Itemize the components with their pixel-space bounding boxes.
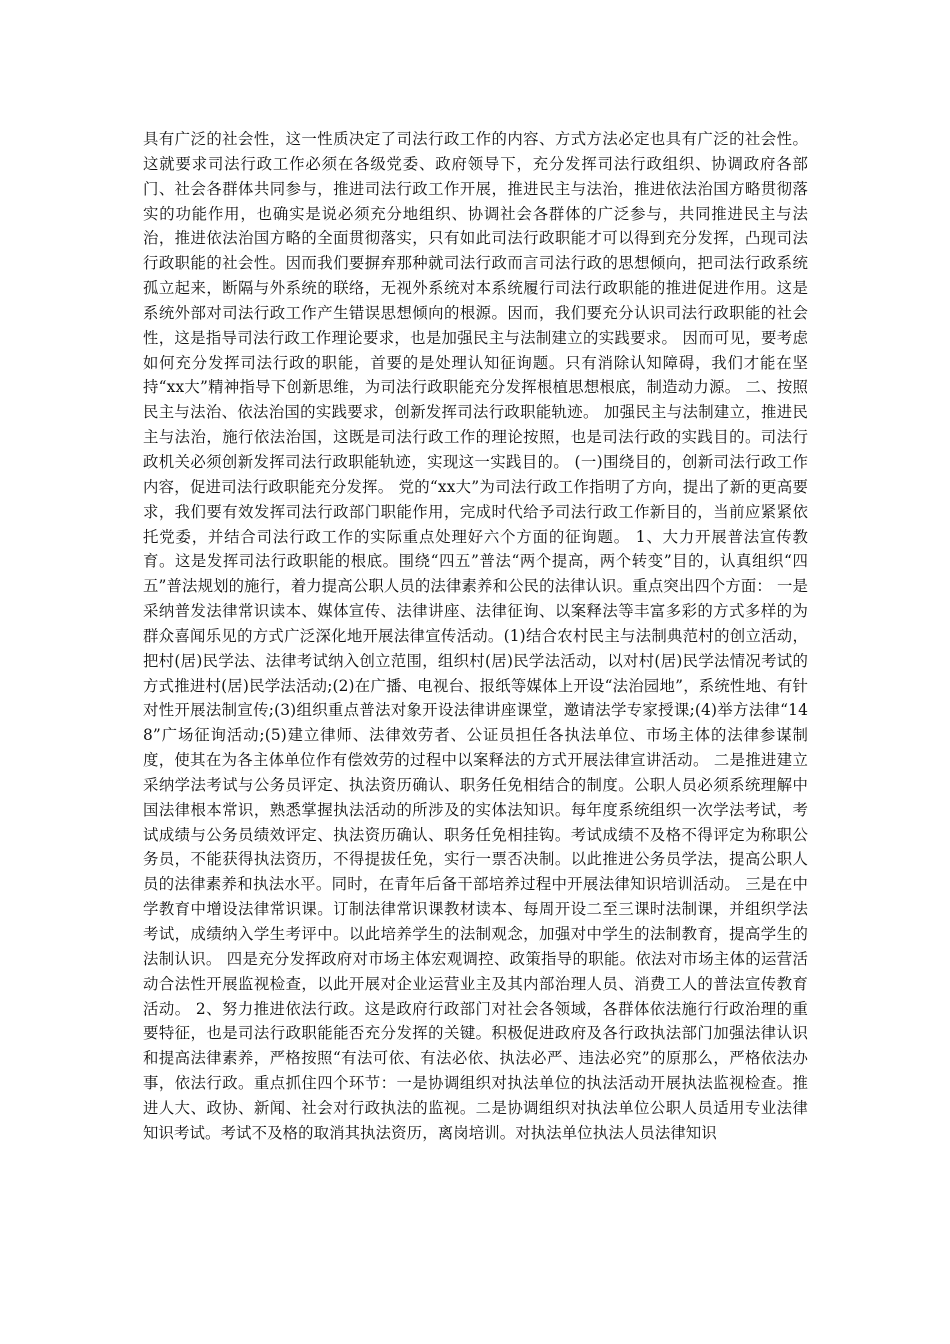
- body-text: 具有广泛的社会性，这一性质决定了司法行政工作的内容、方式方法必定也具有广泛的社会性。这就要求司法行政工作必须在各级党委、政府领导下，充分发挥司法行政组织、协调政府各部门、社会各群体共同参与，推进司法行政工作开展，推进民主与法治，推进依法治国方略贯彻落实的功能作用，也确实是说必须充分地组织、协调社会各群体的广泛参与，共同推进民主与法治，推进依法治国方略的全面贯彻落实，只有如此司法行政职能才可以得到充分发挥，凸现司法行政职能的社会性。因而我们要摒弃那种就司法行政而言司法行政的思想倾向，把司法行政系统孤立起来，断隔与外系统的联络，无视外系统对本系统履行司法行政职能的推进促进作用。这是系统外部对司法行政工作产生错误思想倾向的根源。因而，我们要充分认识司法行政职能的社会性，这是指导司法行政工作理论要求，也是加强民主与法制建立的实践要求。 因而可见，要考虑如何充分发挥司法行政的职能，首要的是处理认知征询题。只有消除认知障碍，我们才能在坚持“xx大”精神指导下创新思维，为司法行政职能充分发挥根植思想根底，制造动力源。 二、按照民主与法治、依法治国的实践要求，创新发挥司法行政职能轨迹。 加强民主与法制建立，推进民主与法治，施行依法治国，这既是司法行政工作的理论按照，也是司法行政的实践目的。司法行政机关必须创新发挥司法行政职能轨迹，实现这一实践目的。 (一)围绕目的，创新司法行政工作内容，促进司法行政职能充分发挥。 党的“xx大”为司法行政工作指明了方向，提出了新的更高要求，我们要有效发挥司法行政部门职能作用，完成时代给予司法行政工作新目的，当前应紧紧依托党委，并结合司法行政工作的实际重点处理好六个方面的征询题。 1、大力开展普法宣传教育。这是发挥司法行政职能的根底。围绕“四五”普法“两个提高，两个转变”目的，认真组织“四五”普法规划的施行，着力提高公职人员的法律素养和公民的法律认识。重点突出四个方面： 一是采纳普发法律常识读本、媒体宣传、法律讲座、法律征询、以案释法等丰富多彩的方式多样的为群众喜闻乐见的方式广泛深化地开展法律宣传活动。(1)结合农村民主与法制典范村的创立活动，把村(居)民学法、法律考试纳入创立范围，组织村(居)民学法活动，以对村(居)民学法情况考试的方式推进村(居)民学法活动;(2)在广播、电视台、报纸等媒体上开设“法治园地”，系统性地、有针对性开展法制宣传;(3)组织重点普法对象开设法律讲座课堂，邀请法学专家授课;(4)举方法律“148”广场征询活动;(5)建立律师、法律效劳者、公证员担任各执法单位、市场主体的法律参谋制度，使其在为各主体单位作有偿效劳的过程中以案释法的方式开展法律宣讲活动。 二是推进建立采纳学法考试与公务员评定、执法资历确认、职务任免相结合的制度。公职人员必须系统理解中国法律根本常识，熟悉掌握执法活动的所涉及的实体法知识。每年度系统组织一次学法考试，考试成绩与公务员绩效评定、执法资历确认、职务任免相挂钩。考试成绩不及格不得评定为称职公务员，不能获得执法资历，不得提拔任免，实行一票否决制。以此推进公务员学法，提高公职人员的法律素养和执法水平。同时，在青年后备干部培养过程中开展法律知识培训活动。 三是在中学教育中增设法律常识课。订制法律常识课教材读本、每周开设二至三课时法制课，并组织学法考试，成绩纳入学生考评中。以此培养学生的法制观念，加强对中学生的法制教育，提高学生的法制认识。 四是充分发挥政府对市场主体宏观调控、政策指导的职能。依法对市场主体的运营活动合法性开展监视检查，以此开展对企业运营业主及其内部治理人员、消费工人的普法宣传教育活动。 2、努力推进依法行政。这是政府行政部门对社会各领域，各群体依法施行行政治理的重要特征，也是司法行政职能能否充分发挥的关键。积极促进政府及各行政执法部门加强法律认识和提高法律素养，严格按照“有法可依、有法必依、执法必严、违法必究”的原那么，严格依法办事，依法行政。重点抓住四个环节：一是协调组织对执法单位的执法活动开展执法监视检查。推进人大、政协、新闻、社会对行政执法的监视。二是协调组织对执法单位公职人员适用专业法律知识考试。考试不及格的取消其执法资历，离岗培训。对执法单位执法人员法律知识: [143, 130, 808, 1142]
